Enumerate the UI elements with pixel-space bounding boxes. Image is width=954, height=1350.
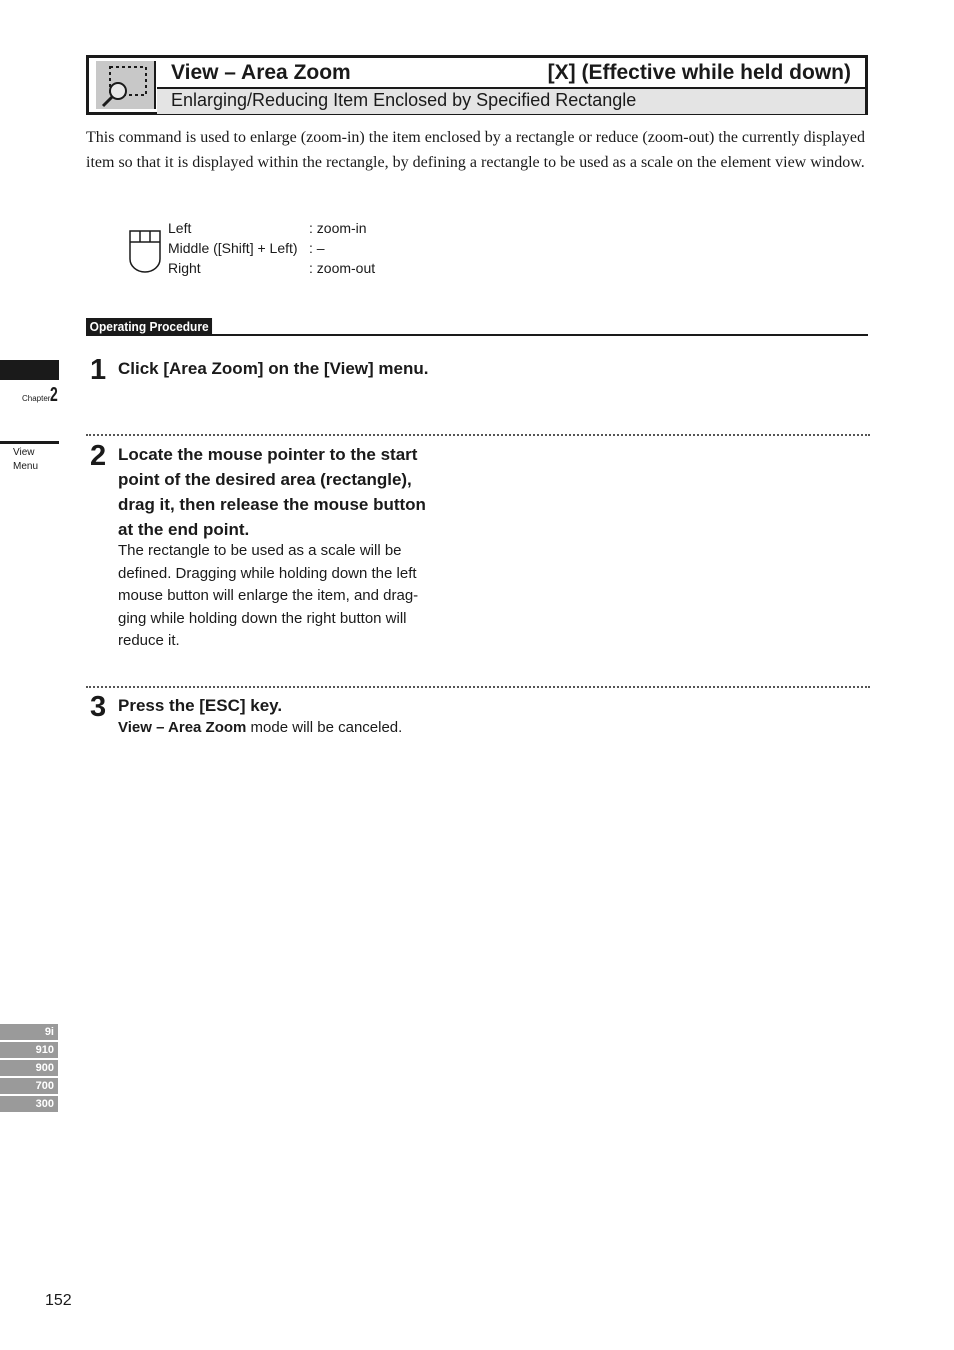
legend-button-right: Right xyxy=(168,260,201,276)
legend-button-left: Left xyxy=(168,220,192,236)
section-header xyxy=(86,55,868,115)
step-divider xyxy=(86,686,870,688)
page-number: 152 xyxy=(45,1292,72,1309)
procedure-rule xyxy=(86,334,868,336)
step-1-number: 1 xyxy=(90,354,107,386)
shortcut-key: [X] (Effective while held down) xyxy=(547,61,851,84)
legend-action-left: : zoom-in xyxy=(309,220,367,236)
intro-paragraph: This command is used to enlarge (zoom-in) the item enclosed by a rectangle or reduce (zoom-out) the currently displayed item so that it is displayed within the rectangle, by defining a rectangle to be used as a scale on the element view window. xyxy=(86,129,865,171)
section-tab-line: View xyxy=(13,447,35,458)
model-tag: 900 xyxy=(0,1060,58,1076)
section-tab-label xyxy=(13,446,38,474)
step-3-body-text: mode will be canceled. xyxy=(246,719,403,736)
step-2-body-line: mouse button will enlarge the item, and drag- xyxy=(118,587,419,604)
step-2-body-line: ging while holding down the right button will xyxy=(118,609,407,627)
step-3-body xyxy=(118,717,402,740)
page-title: View – Area Zoom xyxy=(171,61,351,84)
step-2-heading xyxy=(118,442,426,542)
page-subtitle: Enlarging/Reducing Item Enclosed by Specified Rectangle xyxy=(171,90,637,110)
chapter-number: 2 xyxy=(50,384,59,406)
area-zoom-icon xyxy=(96,61,156,109)
step-divider xyxy=(86,434,870,436)
legend-action-right: : zoom-out xyxy=(309,260,376,276)
step-3-heading: Press the [ESC] key. xyxy=(118,696,283,715)
step-3-body-command: View – Area Zoom xyxy=(118,719,247,736)
step-2-body xyxy=(118,540,418,653)
section-tab-line: Menu xyxy=(13,461,39,472)
step-2-heading-line: drag it, then release the mouse button xyxy=(118,495,426,514)
subtitle-band xyxy=(157,87,865,114)
step-2-heading-line: Locate the mouse pointer to the start xyxy=(118,445,418,464)
model-tag: 300 xyxy=(0,1096,58,1112)
operating-procedure-label: Operating Procedure xyxy=(86,318,212,335)
step-1-heading: Click [Area Zoom] on the [View] menu. xyxy=(118,359,429,378)
step-2-number: 2 xyxy=(90,440,107,472)
model-tag: 910 xyxy=(0,1042,58,1058)
step-2-body-line: reduce it. xyxy=(118,632,180,649)
legend-button-middle: Middle ([Shift] + Left) xyxy=(168,240,298,256)
chapter-text: Chapter xyxy=(22,394,51,403)
model-tag: 700 xyxy=(0,1078,58,1094)
legend-action-middle: : – xyxy=(309,240,325,256)
mouse-icon xyxy=(128,229,162,278)
chapter-label xyxy=(22,384,62,407)
step-3-number: 3 xyxy=(90,691,107,723)
section-tab-rule xyxy=(0,441,59,444)
step-2-heading-line: point of the desired area (rectangle), xyxy=(118,470,412,489)
step-2-body-line: defined. Dragging while holding down the left xyxy=(118,564,417,582)
step-2-body-line: The rectangle to be used as a scale will be xyxy=(118,542,402,559)
chapter-tab xyxy=(0,360,59,380)
model-tag: 9i xyxy=(0,1024,58,1040)
step-2-heading-line: at the end point. xyxy=(118,520,250,539)
